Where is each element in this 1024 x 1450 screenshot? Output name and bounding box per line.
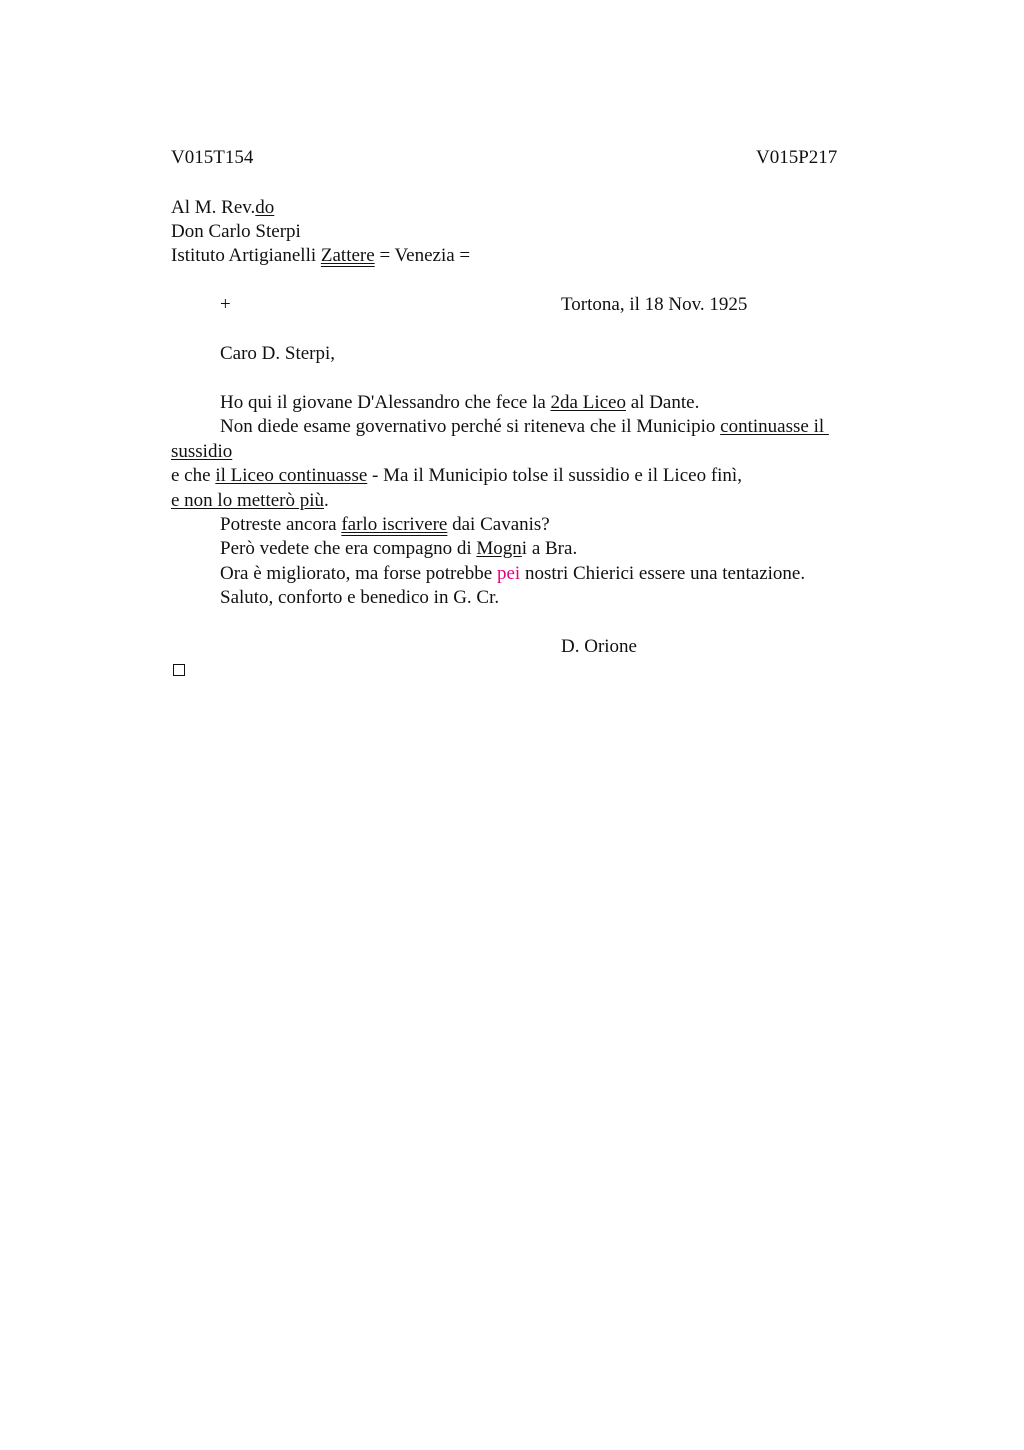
- highlighted-word: pei: [496, 563, 521, 584]
- address-line-2: Don Carlo Sterpi: [171, 221, 301, 242]
- square-icon: [173, 664, 185, 676]
- body-line-6: Potreste ancora farlo iscrivere dai Cavanis?: [220, 514, 550, 535]
- body-line-2: Non diede esame governativo perché si riteneva che il Municipio continuasse il: [220, 416, 829, 437]
- body-line-8: Ora è migliorato, ma forse potrebbe pei nostri Chierici essere una tentazione.: [220, 563, 806, 584]
- address-line-1: [171, 197, 274, 219]
- salutation: Caro D. Sterpi,: [220, 343, 336, 364]
- body-line-5: e non lo metterò più.: [171, 490, 329, 511]
- body-line-1: Ho qui il giovane D'Alessandro che fece la 2da Liceo al Dante.: [220, 392, 700, 413]
- document-code-left: V015T154: [171, 147, 254, 168]
- signature: D. Orione: [561, 636, 637, 657]
- body-line-9: Saluto, conforto e benedico in G. Cr.: [220, 587, 500, 608]
- body-line-7: Però vedete che era compagno di Mogni a Bra.: [220, 538, 578, 559]
- document-code-right: V015P217: [756, 147, 838, 168]
- address-line-3: Istituto Artigianelli Zattere = Venezia =: [171, 245, 471, 266]
- place-date: Tortona, il 18 Nov. 1925: [561, 294, 748, 315]
- cross-mark: +: [220, 294, 231, 315]
- body-line-4: e che il Liceo continuasse - Ma il Municipio tolse il sussidio e il Liceo finì,: [171, 465, 742, 486]
- address-title: Al M. Rev.: [171, 197, 256, 218]
- address-title-abbrev: do: [255, 197, 275, 218]
- body-line-3: sussidio: [171, 441, 233, 462]
- address-place-underlined: Zattere: [320, 245, 375, 266]
